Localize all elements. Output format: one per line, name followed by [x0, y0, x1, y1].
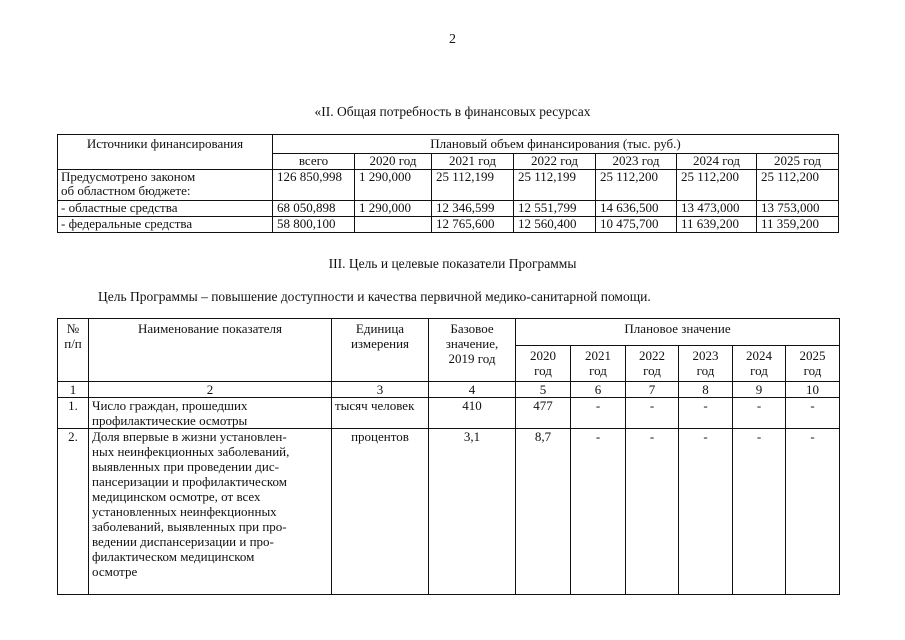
- year-header: 2023 год: [679, 346, 733, 382]
- financing-table: [57, 134, 839, 233]
- unit-cell: процентов: [332, 429, 429, 595]
- section-title-goals: III. Цель и целевые показатели Программы: [328, 256, 577, 271]
- row-number: 2.: [58, 429, 89, 595]
- table-cell: [355, 217, 432, 233]
- column-header: 2024 год: [677, 153, 757, 169]
- planned-header: Плановое значение: [516, 319, 840, 346]
- table-cell: 58 800,100: [273, 217, 355, 233]
- source-header: Источники финансирования: [58, 135, 273, 170]
- planned-value: -: [679, 398, 733, 429]
- column-number: 1: [58, 382, 89, 398]
- planned-value: -: [786, 398, 840, 429]
- table-cell: 25 112,200: [677, 170, 757, 201]
- base-header: Базовое значение, 2019 год: [429, 319, 516, 382]
- table-header-row: [58, 135, 839, 154]
- column-header: 2022 год: [514, 153, 596, 169]
- planned-value: -: [786, 429, 840, 595]
- unit-header: Единица измерения: [332, 319, 429, 382]
- planned-value: -: [733, 429, 786, 595]
- year-header: 2020 год: [516, 346, 571, 382]
- indicator-name: Доля впервые в жизни установлен- ных неинфекционных заболеваний, выявленных при проведении дис- пансеризации и профилактическом медицинском осмотре, от всех установленных неинфекционных заболеваний, выявленных при про- ведении диспансеризации и про- филактическом медицинском осмотре: [89, 429, 332, 595]
- column-number: 3: [332, 382, 429, 398]
- table-cell: 14 636,500: [596, 201, 677, 217]
- year-header: 2022 год: [626, 346, 679, 382]
- column-header: 2023 год: [596, 153, 677, 169]
- year-header: 2024 год: [733, 346, 786, 382]
- planned-value: -: [571, 398, 626, 429]
- table-cell: 11 359,200: [757, 217, 839, 233]
- planned-value: 8,7: [516, 429, 571, 595]
- planned-value: -: [626, 429, 679, 595]
- table-cell: 1 290,000: [355, 201, 432, 217]
- planned-value: -: [626, 398, 679, 429]
- table-cell: 11 639,200: [677, 217, 757, 233]
- column-header: всего: [273, 153, 355, 169]
- table-cell: 12 560,400: [514, 217, 596, 233]
- planned-value: -: [571, 429, 626, 595]
- column-number: 7: [626, 382, 679, 398]
- table-row: [58, 217, 839, 233]
- table-header-row: [58, 319, 840, 346]
- table-cell: 13 753,000: [757, 201, 839, 217]
- number-header: № п/п: [58, 319, 89, 382]
- indicators-table: [57, 318, 840, 595]
- column-number: 8: [679, 382, 733, 398]
- table-cell: 25 112,200: [757, 170, 839, 201]
- page-number: 2: [449, 32, 456, 47]
- table-row: [58, 429, 840, 595]
- planned-value: 477: [516, 398, 571, 429]
- column-number-row: [58, 382, 840, 398]
- base-value: 410: [429, 398, 516, 429]
- table-cell: 12 346,599: [432, 201, 514, 217]
- table-cell: 1 290,000: [355, 170, 432, 201]
- name-header: Наименование показателя: [89, 319, 332, 382]
- table-row: [58, 170, 839, 201]
- planned-value: -: [733, 398, 786, 429]
- table-row: [58, 398, 840, 429]
- table-cell: 10 475,700: [596, 217, 677, 233]
- table-cell: 12 551,799: [514, 201, 596, 217]
- column-number: 10: [786, 382, 840, 398]
- column-number: 9: [733, 382, 786, 398]
- table-cell: 25 112,200: [596, 170, 677, 201]
- column-number: 4: [429, 382, 516, 398]
- column-number: 6: [571, 382, 626, 398]
- volume-header: Плановый объем финансирования (тыс. руб.): [273, 135, 839, 154]
- table-cell: 25 112,199: [514, 170, 596, 201]
- row-label: Предусмотрено законом об областном бюджете:: [58, 170, 273, 201]
- table-cell: 68 050,898: [273, 201, 355, 217]
- table-cell: 126 850,998: [273, 170, 355, 201]
- row-label: - федеральные средства: [58, 217, 273, 233]
- year-header: 2025 год: [786, 346, 840, 382]
- base-value: 3,1: [429, 429, 516, 595]
- column-number: 2: [89, 382, 332, 398]
- indicator-name: Число граждан, прошедших профилактические осмотры: [89, 398, 332, 429]
- table-row: [58, 201, 839, 217]
- row-label: - областные средства: [58, 201, 273, 217]
- table-cell: 12 765,600: [432, 217, 514, 233]
- row-number: 1.: [58, 398, 89, 429]
- column-header: 2021 год: [432, 153, 514, 169]
- goal-text: Цель Программы – повышение доступности и качества первичной медико-санитарной помощи.: [98, 289, 651, 304]
- planned-value: -: [679, 429, 733, 595]
- column-header: 2025 год: [757, 153, 839, 169]
- column-number: 5: [516, 382, 571, 398]
- year-header: 2021 год: [571, 346, 626, 382]
- column-header: 2020 год: [355, 153, 432, 169]
- section-title-financing: «II. Общая потребность в финансовых ресурсах: [314, 104, 591, 119]
- table-cell: 25 112,199: [432, 170, 514, 201]
- unit-cell: тысяч человек: [332, 398, 429, 429]
- table-cell: 13 473,000: [677, 201, 757, 217]
